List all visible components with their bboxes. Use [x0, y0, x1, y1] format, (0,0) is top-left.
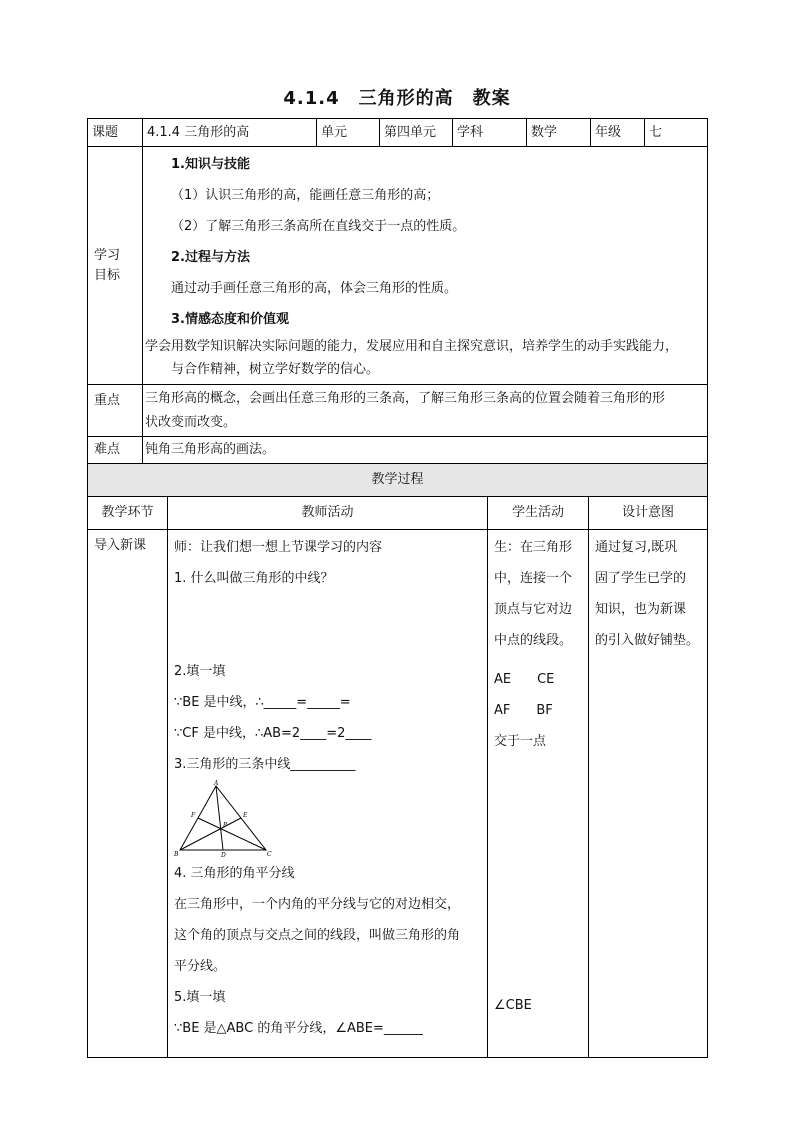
fig-label-f: F	[191, 812, 196, 819]
design-line: 固了学生已学的	[595, 571, 687, 586]
teacher-bisector-def-1: 在三角形中，一个内角的平分线与它的对边相交，	[174, 897, 461, 912]
process-section-title: 教学过程	[88, 464, 708, 497]
teacher-question-median: 1. 什么叫做三角形的中线？	[174, 571, 334, 586]
triangle-medians-figure	[174, 780, 274, 858]
col-teacher-header: 教师活动	[168, 497, 488, 530]
student-answer-cbe: ∠CBE	[494, 998, 532, 1013]
teacher-fill-in-abe: ∵BE 是△ABC 的角平分线，∠ABE=______	[174, 1021, 423, 1036]
student-line: 中点的线段。	[494, 633, 573, 648]
fig-label-p: P	[223, 822, 228, 829]
student-answer-ae-ce: AE CE	[494, 672, 555, 687]
objective-attitude-text-1: 学会用数学知识解决实际问题的能力，发展应用和自主探究意识，培养学生的动手实践能力，	[145, 339, 679, 354]
teacher-line: 师：让我们想一想上节课学习的内容	[174, 540, 383, 555]
col-design-header: 设计意图	[589, 497, 708, 530]
difficulty-content: 钝角三角形高的画法。	[143, 437, 708, 464]
design-line: 知识，也为新课	[595, 602, 687, 617]
teacher-bisector-def-3: 平分线。	[174, 959, 227, 974]
fig-label-a: A	[214, 780, 219, 787]
teacher-three-medians: 3.三角形的三条中线__________	[174, 757, 356, 772]
objectives-label: 学习 目标	[88, 147, 143, 385]
fig-label-c: C	[267, 851, 272, 858]
design-line: 的引入做好铺垫。	[595, 633, 700, 648]
student-line: 中，连接一个	[494, 571, 573, 586]
process-table	[87, 463, 708, 1058]
student-line: 生：在三角形	[494, 540, 573, 555]
fig-label-d: D	[221, 852, 226, 858]
topic-label: 课题	[88, 119, 143, 147]
unit-label: 单元	[317, 119, 380, 147]
objective-knowledge-item-2: （2）了解三角形三条高所在直线交于一点的性质。	[171, 219, 466, 234]
objective-process-title: 2.过程与方法	[171, 250, 250, 265]
grade-value: 七	[645, 119, 708, 147]
stage-cell	[88, 530, 168, 1058]
objective-attitude-title: 3.情感态度和价值观	[171, 312, 289, 327]
document-title: 4.1.4 三角形的高 教案	[283, 88, 511, 109]
topic-value: 4.1.4 三角形的高	[143, 119, 317, 147]
teacher-fill-in-cf: ∵CF 是中线，∴AB=2____=2____	[174, 726, 372, 741]
student-activity-cell	[488, 530, 589, 1058]
design-line: 通过复习,既巩	[595, 540, 678, 555]
objective-knowledge-title: 1.知识与技能	[171, 157, 250, 172]
teacher-fill-in-be: ∵BE 是中线，∴_____=_____=	[174, 695, 351, 710]
unit-value: 第四单元	[380, 119, 453, 147]
objective-process-text: 通过动手画任意三角形的高，体会三角形的性质。	[171, 281, 458, 296]
fig-label-b: B	[174, 851, 179, 858]
fig-label-e: E	[243, 812, 248, 819]
objective-knowledge-item-1: （1）认识三角形的高，能画任意三角形的高；	[171, 188, 440, 203]
objective-attitude-text-2: 与合作精神，树立学好数学的信心。	[171, 362, 380, 377]
student-answer-intersect: 交于一点	[494, 734, 547, 749]
design-intent-cell	[589, 530, 708, 1058]
objectives-content	[143, 147, 708, 385]
teacher-fill-in-5-title: 5.填一填	[174, 990, 226, 1005]
lesson-info-table	[87, 118, 708, 464]
key-point-label: 重点	[88, 385, 143, 437]
student-line: 顶点与它对边	[494, 602, 573, 617]
subject-label: 学科	[453, 119, 527, 147]
difficulty-label: 难点	[88, 437, 143, 464]
stage-name: 导入新课	[94, 538, 147, 553]
key-point-content: 三角形高的概念，会画出任意三角形的三条高，了解三角形三条高的位置会随着三角形的形 状改变而改变。	[143, 385, 708, 437]
grade-label: 年级	[591, 119, 645, 147]
col-student-header: 学生活动	[488, 497, 589, 530]
col-stage-header: 教学环节	[88, 497, 168, 530]
teacher-bisector-def-2: 这个角的顶点与交点之间的线段，叫做三角形的角	[174, 928, 461, 943]
teacher-fill-in-title: 2.填一填	[174, 664, 226, 679]
student-answer-af-bf: AF BF	[494, 703, 553, 718]
subject-value: 数学	[527, 119, 591, 147]
teacher-angle-bisector-title: 4. 三角形的角平分线	[174, 866, 295, 881]
teacher-activity-cell	[168, 530, 488, 1058]
